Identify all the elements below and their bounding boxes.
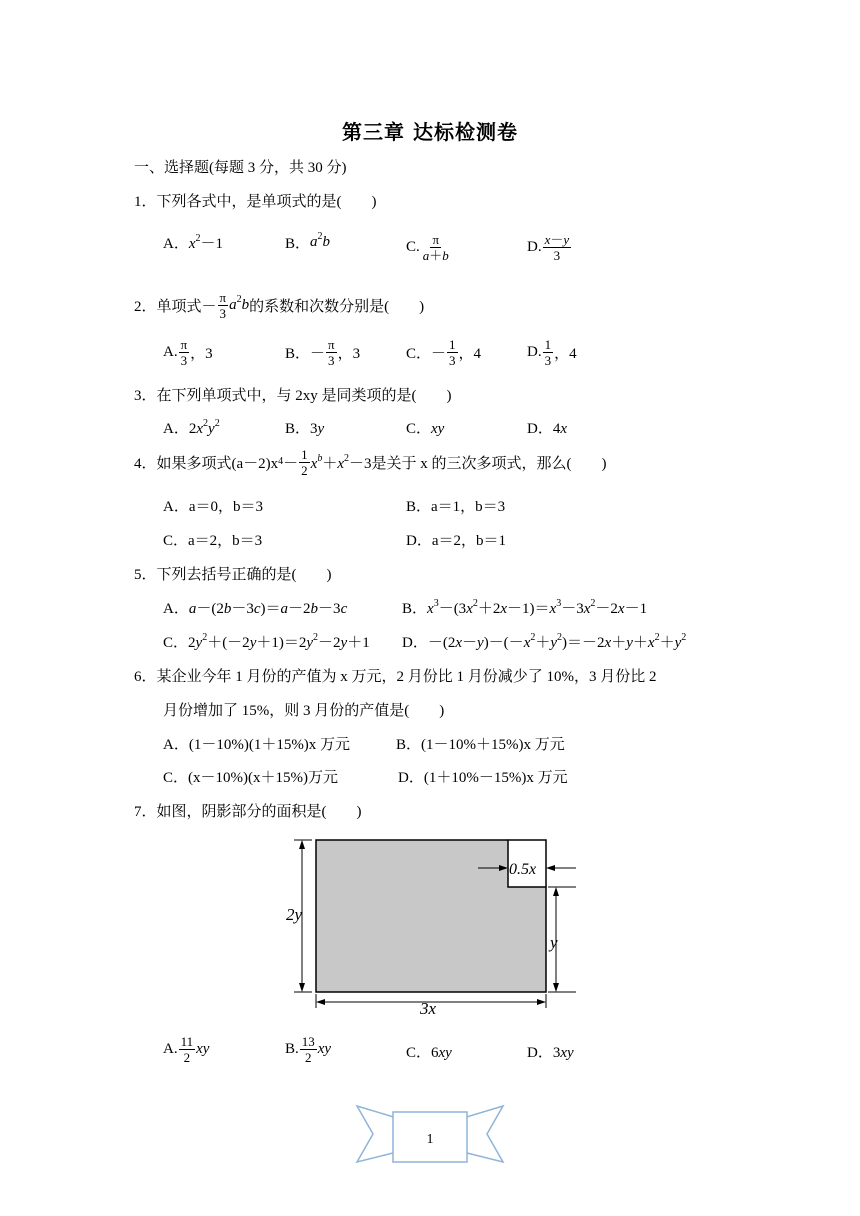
question-6-line2: 月份增加了 15%，则 3 月份的产值是( ) [163,703,445,719]
q4-option-d: D．a＝2，b＝1 [406,533,506,549]
q5-option-a: A．a－(2b－3c)＝a－2b－3c [163,601,348,617]
page-number: 1 [426,1132,434,1147]
q3-option-a: A．$2x^2y^2$ [163,418,220,437]
question-4-stem: 4．如果多项式(a－2)x $^4$ － $\frac{1}{2}$ $x^b+x^2-3$ 是关于 x 的三次多项式，那么( ) [134,447,607,478]
question-1-stem: 1．下列各式中，是单项式的是( ) [134,194,377,210]
q6-option-d: D．(1＋10%－15%)x 万元 [398,770,568,786]
label-notch: 0.5x [509,861,537,878]
q1-option-b: B． $a^2b$ [285,231,331,252]
question-3-stem: 3．在下列单项式中，与 2xy 是同类项的是( ) [134,388,452,404]
q3-option-b: B．3y [285,421,325,437]
q6-option-b: B．(1－10%＋15%)x 万元 [396,737,565,753]
q2-option-a: A. $\frac{\pi}{3}$ ，3 [163,337,213,368]
q2-option-c: C．－ $\frac{1}{3}$ ，4 [406,337,482,368]
q7-option-c: C．6xy [406,1045,452,1061]
q7-option-b: B. $\frac{13}{2}$ xy [285,1034,332,1065]
q2-option-b: B．－ $\frac{\pi}{3}$ ，3 [285,337,361,368]
question-7-stem: 7．如图，阴影部分的面积是( ) [134,804,362,820]
label-left: 2y [286,905,303,924]
q5-option-c: C．$2y^2+(-2y+1)=2y^2-2y+1$ [163,632,370,651]
q6-option-a: A．(1－10%)(1＋15%)x 万元 [163,737,351,753]
q2-option-d: D. $\frac{1}{3}$ ，4 [527,337,577,368]
page-number-ribbon [355,1104,505,1166]
q6-option-c: C．(x－10%)(x＋15%)万元 [163,770,338,786]
q4-option-b: B．a＝1，b＝3 [406,499,506,515]
question-5-stem: 5．下列去括号正确的是( ) [134,567,332,583]
q1-option-c: C. $\frac{\pi}{a+b}$ [406,232,449,263]
question-2-stem: 2．单项式－ $\frac{\pi}{3}$ $a^2b$ 的系数和次数分别是( ) [134,290,425,321]
label-bottom: 3x [420,999,437,1018]
page-title: 第三章 达标检测卷 [342,120,518,144]
shaded-area-figure [284,830,584,1020]
label-right: y [550,933,558,952]
q7-option-a: A. $\frac{11}{2}$ xy [163,1034,210,1065]
q7-option-d: D．3xy [527,1045,574,1061]
q1-option-d: D. $\frac{x-y}{3}$ [527,232,570,263]
q5-option-b: B．$x^3-(3x^2+2x-1)=x^3-3x^2-2x-1$ [402,598,648,617]
q3-option-c: C．xy [406,421,445,437]
question-6-line1: 6．某企业今年 1 月份的产值为 x 万元，2 月份比 1 月份减少了 10%，3 月份比 2 [134,669,657,685]
q1-option-a: A． $x^2-1$ [163,233,224,252]
section-heading: 一、选择题(每题 3 分，共 30 分) [134,160,347,176]
q5-option-d: D．$-(2x-y)-(-x^2+y^2)=-2x+y+x^2+y^2$ [402,632,687,651]
q4-option-c: C．a＝2，b＝3 [163,533,263,549]
q4-option-a: A．a＝0，b＝3 [163,499,263,515]
q3-option-d: D．4x [527,421,568,437]
